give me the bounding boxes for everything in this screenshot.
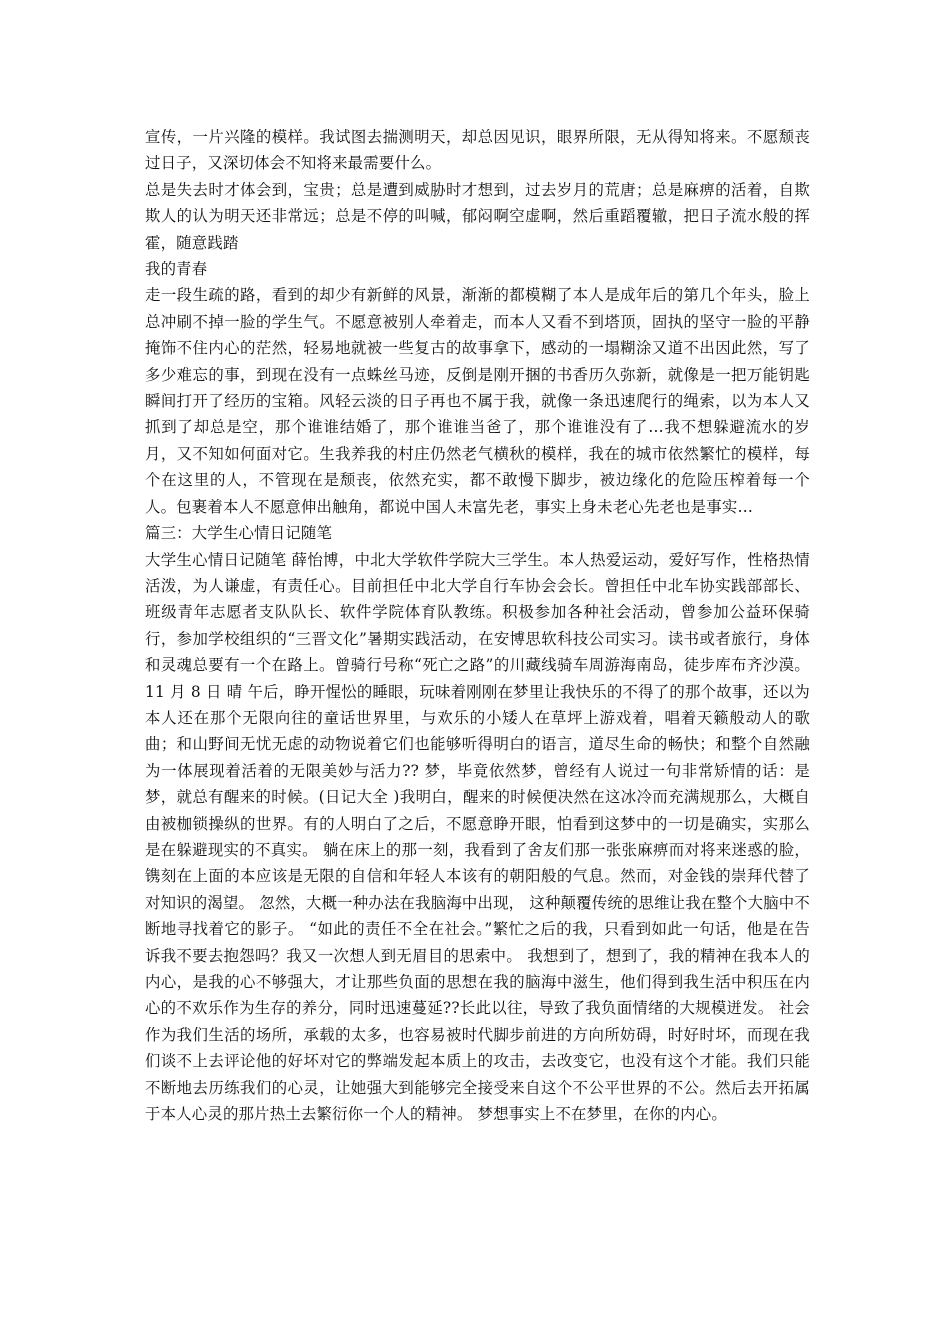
paragraph-regret: 总是失去时才体会到，宝贵；总是遭到威胁时才想到，过去岁月的荒唐；总是麻痹的活着，自欺欺人的认为明天还非常远；总是不停的叫喊，郁闷啊空虚啊，然后重蹈覆辙，把日子流水般的挥霍，随意践踏 bbox=[145, 180, 810, 252]
document-body bbox=[145, 124, 810, 1127]
chapter-heading-part-three: 篇三：大学生心情日记随笔 bbox=[145, 524, 333, 543]
section-heading-my-youth: 我的青春 bbox=[145, 260, 208, 279]
paragraph-diary-body: 大学生心情日记随笔 薛怡博，中北大学软件学院大三学生。本人热爱运动，爱好写作，性格热情活泼，为人谦虚，有责任心。目前担任中北大学自行车协会会长。曾担任中北车协实践部部长、班级青年志愿者支队队长、软件学院体育队教练。积极参加各种社会活动，曾参加公益环保骑行，参加学校组织的“三晋文化”暑期实践活动，在安博思软科技公司实习。读书或者旅行，身体和灵魂总要有一个在路上。曾骑行号称“死亡之路”的川藏线骑车周游海南岛，徒步库布齐沙漠。 11 月 8 日 晴 午后，睁开惺忪的睡眼，玩味着刚刚在梦里让我快乐的不得了的那个故事，还以为本人还在那个无限向往的童话世界里，与欢乐的小矮人在草坪上游戏着，唱着天籁般动人的歌曲；和山野间无忧无虑的动物说着它们也能够听得明白的语言，道尽生命的畅快；和整个自然融为一体展现着活着的无限美妙与活力?? 梦，毕竟依然梦，曾经有人说过一句非常矫情的话：是梦，就总有醒来的时候。(日记大全 )我明白，醒来的时候便决然在这冰冷而充满规那么，大概自由被枷锁操纵的世界。有的人明白了之后，不愿意睁开眼，怕看到这梦中的一切是确实，实那么是在躲避现实的不真实。 躺在床上的那一刻，我看到了舍友们那一张张麻痹而对将来迷惑的脸，镌刻在上面的本应该是无限的自信和年轻人本该有的朝阳般的气息。然而，对金钱的崇拜代替了对知识的渴望。 忽然，大概一种办法在我脑海中出现， 这种颠覆传统的思维让我在整个大脑中不断地寻找着它的影子。 “如此的责任不全在社会。”繁忙之后的我，只看到如此一句话，他是在告诉我不要去抱怨吗？我又一次想人到无眉目的思索中。 我想到了，想到了，我的精神在我本人的内心，是我的心不够强大，才让那些负面的思想在我的脑海中滋生，他们得到我生活中积压在内心的不欢乐作为生存的养分，同时迅速蔓延??长此以往，导致了我负面情绪的大规模迸发。 社会作为我们生活的场所，承载的太多，也容易被时代脚步前进的方向所妨碍，时好时坏，而现在我们谈不上去评论他的好坏对它的弊端发起本质上的攻击，去改变它，也没有这个才能。我们只能不断地去历练我们的心灵，让她强大到能够完全接受来自这个不公平世界的不公。然后去开拓属于本人心灵的那片热土去繁衍你一个人的精神。 梦想事实上不在梦里，在你的内心。 bbox=[145, 550, 810, 1124]
paragraph-youth-body: 走一段生疏的路，看到的却少有新鲜的风景，渐渐的都模糊了本人是成年后的第几个年头，脸上总冲刷不掉一脸的学生气。不愿意被别人牵着走，而本人又看不到塔顶，固执的坚守一脸的平静掩饰不住内心的茫然，轻易地就被一些复古的故事拿下，感动的一塌糊涂又道不出因此然，写了多少难忘的事，到现在没有一点蛛丝马迹，反倒是刚开捆的书香历久弥新，就像是一把万能钥匙瞬间打开了经历的宝箱。风轻云淡的日子再也不属于我，就像一条迅速爬行的绳索，以为本人又抓到了却总是空，那个谁谁结婚了，那个谁谁当爸了，那个谁谁没有了…我不想躲避流水的岁月，又不知如何面对它。生我养我的村庄仍然老气横秋的模样，我在的城市依然繁忙的模样，每个在这里的人，不管现在是颓丧，依然充实，都不敢慢下脚步，被边缘化的危险压榨着每一个人。包裹着本人不愿意伸出触角，都说中国人未富先老，事实上身未老心先老也是事实… bbox=[145, 286, 810, 516]
paragraph-intro-continuation: 宣传，一片兴隆的模样。我试图去揣测明天，却总因见识，眼界所限，无从得知将来。不愿颓丧过日子，又深切体会不知将来最需要什么。 bbox=[145, 128, 810, 173]
